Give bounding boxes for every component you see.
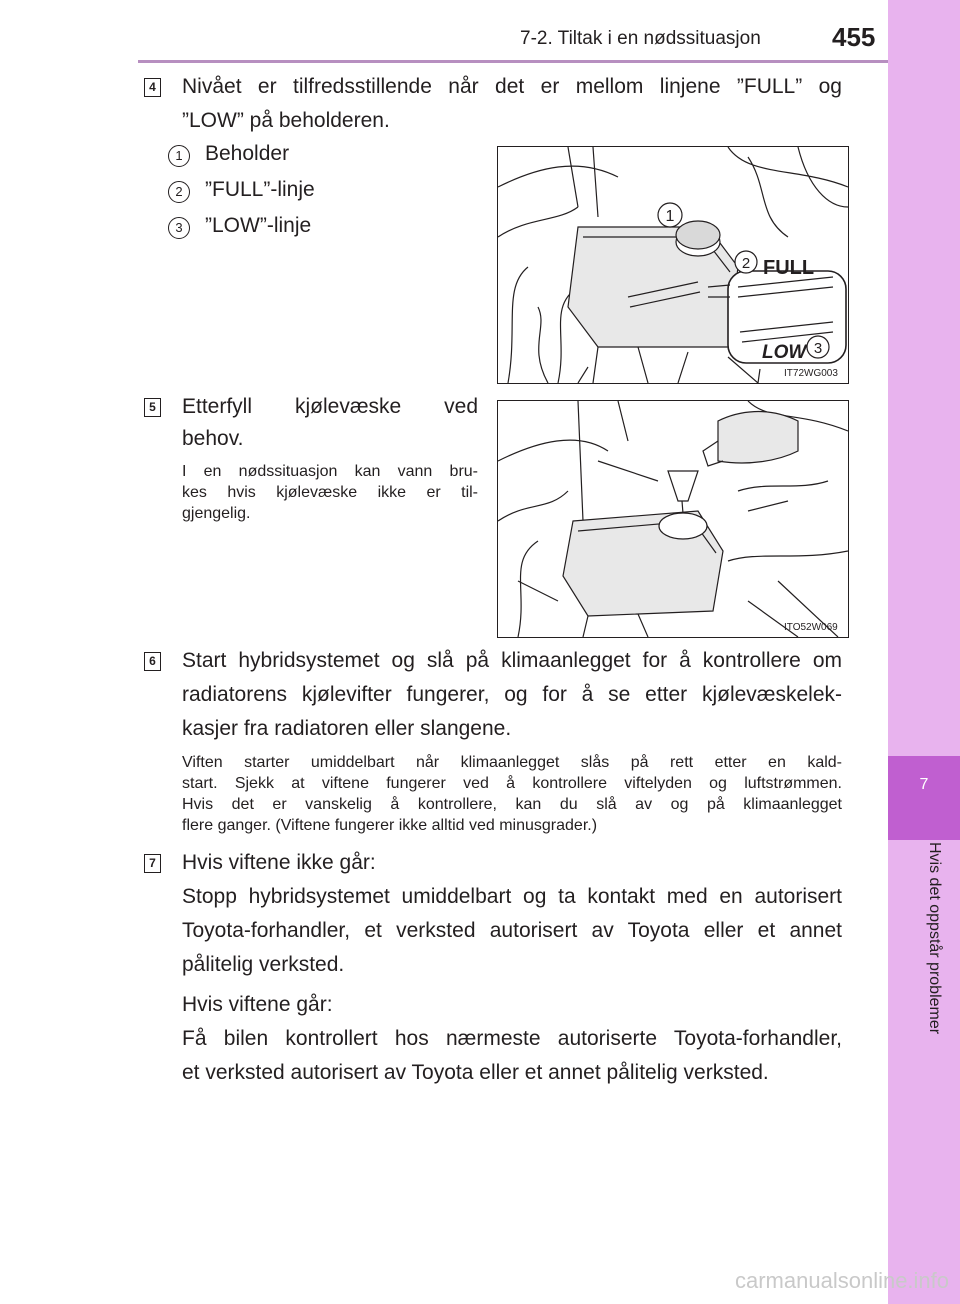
fig1-low-label: LOW — [762, 342, 807, 363]
step-5-note-2: kes hvis kjølevæske ikke er til- — [182, 484, 478, 501]
watermark: carmanualsonline.info — [735, 1268, 950, 1293]
step-7-line-5: Hvis viftene går: — [182, 993, 333, 1016]
step-5-note-1: I en nødssituasjon kan vann bru- — [182, 463, 478, 480]
step-5-marker: 5 — [144, 398, 161, 417]
step-6-note-1: Viften starter umiddelbart når klimaanlegget slås på rett etter en kald- — [182, 754, 842, 771]
page-number: 455 — [832, 22, 876, 52]
chapter-label: Hvis det oppstår problemer — [926, 842, 943, 1035]
chapter-number-tab[interactable]: 7 — [888, 756, 960, 840]
step-7-line-4: pålitelig verksted. — [182, 953, 345, 976]
step-7-marker: 7 — [144, 854, 161, 873]
step-7-line-7: et verksted autorisert av Toyota eller et annet pålitelig verksted. — [182, 1061, 769, 1084]
step-6-note-3: Hvis det er vanskelig å kontrollere, kan du slå av og på klimaanlegget — [182, 796, 842, 813]
legend-1-marker: 1 — [168, 145, 190, 167]
step-6-line-3: kasjer fra radiatoren eller slangene. — [182, 717, 512, 740]
step-5-line-2: behov. — [182, 427, 244, 450]
step-5-note-3: gjengelig. — [182, 505, 251, 522]
legend-2-marker: 2 — [168, 181, 190, 203]
step-6-marker: 6 — [144, 652, 161, 671]
side-tab-top — [888, 0, 960, 756]
legend-2-label: ”FULL”-linje — [205, 178, 315, 201]
fig1-callout-3: 3 — [813, 340, 823, 357]
legend-3-label: ”LOW”-linje — [205, 214, 312, 237]
step-4-marker: 4 — [144, 78, 161, 97]
step-6-note-4: flere ganger. (Viftene fungerer ikke alltid ved minusgrader.) — [182, 817, 598, 834]
step-4-line-1: Nivået er tilfredsstillende når det er mellom linjene ”FULL” og — [182, 75, 842, 98]
step-6-line-2: radiatorens kjølevifter fungerer, og for å se etter kjølevæskelek- — [182, 683, 842, 706]
step-7-line-6: Få bilen kontrollert hos nærmeste autoriserte Toyota-forhandler, — [182, 1027, 842, 1050]
step-7-line-3: Toyota-forhandler, et verksted autorisert av Toyota eller et annet — [182, 919, 842, 942]
fig2-code: ITO52W069 — [784, 622, 838, 633]
step-4-line-2: ”LOW” på beholderen. — [182, 109, 390, 132]
refill-coolant-figure — [497, 400, 849, 638]
step-7-line-1: Hvis viftene ikke går: — [182, 851, 376, 874]
section-title: 7-2. Tiltak i en nødssituasjon — [520, 28, 761, 49]
step-7-line-2: Stopp hybridsystemet umiddelbart og ta kontakt med en autorisert — [182, 885, 842, 908]
step-6-line-1: Start hybridsystemet og slå på klimaanlegget for å kontrollere om — [182, 649, 842, 672]
step-5-line-1: Etterfyll kjølevæske ved — [182, 395, 478, 418]
coolant-reservoir-figure — [497, 146, 849, 384]
fig1-full-label: FULL — [763, 257, 815, 279]
fig1-callout-1: 1 — [665, 208, 675, 225]
header-rule — [138, 60, 888, 63]
legend-3-marker: 3 — [168, 217, 190, 239]
step-6-note-2: start. Sjekk at viftene fungerer ved å kontrollere viftelyden og luftstrømmen. — [182, 775, 842, 792]
legend-1-label: Beholder — [205, 142, 290, 165]
fig1-callout-2: 2 — [741, 255, 751, 272]
fig1-code: IT72WG003 — [784, 368, 838, 379]
